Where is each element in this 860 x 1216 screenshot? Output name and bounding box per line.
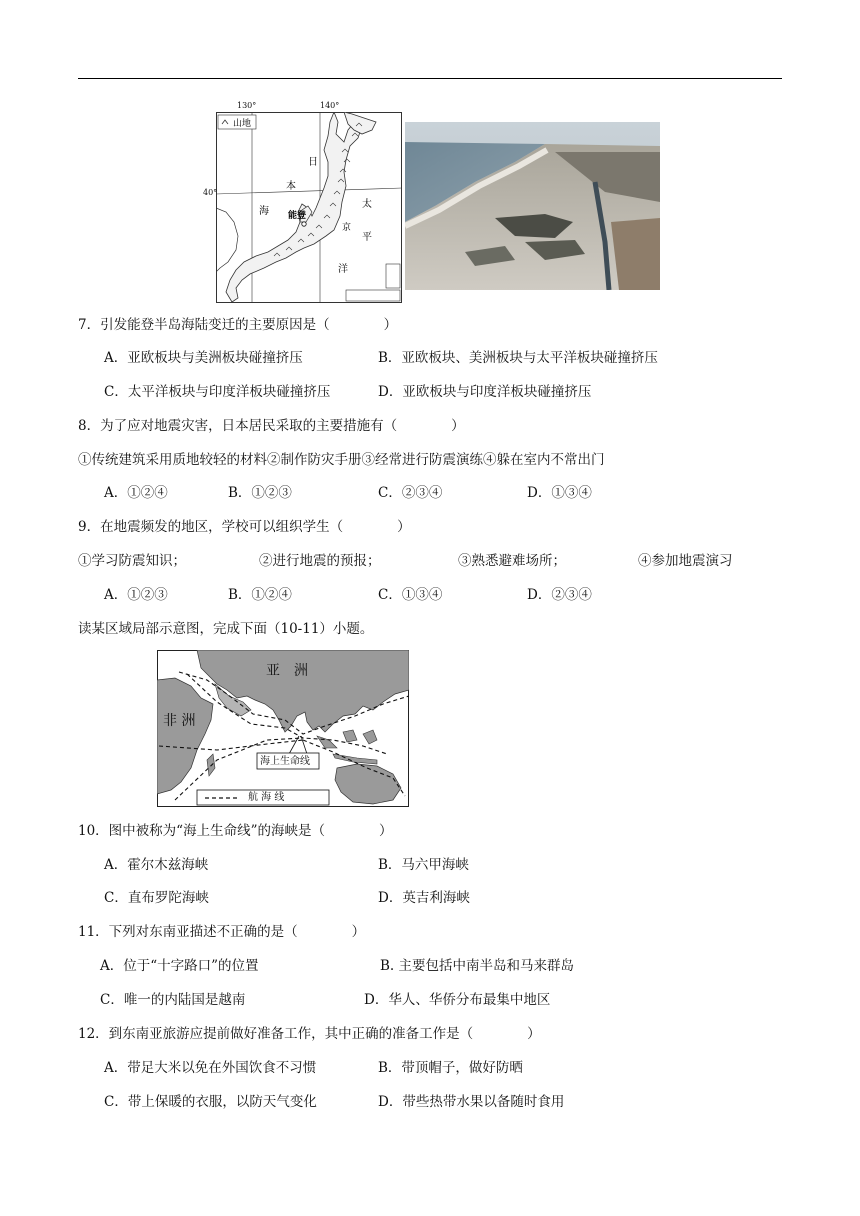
map-label-africa: 非 洲 (163, 713, 196, 729)
label-hai: 海 (259, 206, 269, 217)
q9-option-c[interactable]: C．①③④ (378, 587, 443, 603)
q12-option-d[interactable]: D．带些热带水果以备随时食用 (378, 1094, 565, 1110)
label-ping: 平 (362, 232, 372, 243)
label-yang: 洋 (338, 264, 348, 275)
q10-option-b[interactable]: B．马六甲海峡 (378, 857, 469, 873)
q7-option-d[interactable]: D．亚欧板块与印度洋板块碰撞挤压 (378, 384, 592, 400)
q11-option-b[interactable]: B. 主要包括中南半岛和马来群岛 (380, 958, 575, 974)
q7-option-c[interactable]: C．太平洋板块与印度洋板块碰撞挤压 (104, 384, 331, 400)
q12-option-b[interactable]: B．带顶帽子，做好防晒 (378, 1060, 523, 1076)
q8-option-b[interactable]: B．①②③ (228, 485, 292, 501)
q11-option-c[interactable]: C．唯一的内陆国是越南 (100, 992, 246, 1008)
q12-stem: 12．到东南亚旅游应提前做好准备工作，其中正确的准备工作是（ ） (78, 1026, 541, 1042)
q7-option-a[interactable]: A．亚欧板块与美洲板块碰撞挤压 (104, 350, 303, 366)
q9-option-b[interactable]: B．①②④ (228, 587, 292, 603)
q8-option-c[interactable]: C．②③④ (378, 485, 443, 501)
q9-option-d[interactable]: D．②③④ (527, 587, 592, 603)
label-jing: 京 (342, 223, 352, 233)
section-intro: 读某区域局部示意图，完成下面（10-11）小题。 (78, 621, 374, 637)
q11-stem: 11．下列对东南亚描述不正确的是（ ） (78, 924, 366, 940)
q9-item-2: ②进行地震的预报； (259, 553, 381, 569)
lat-40-label: 40° (203, 188, 218, 197)
q10-option-a[interactable]: A．霍尔木兹海峡 (104, 857, 209, 873)
q12-option-c[interactable]: C．带上保暖的衣服，以防天气变化 (104, 1094, 317, 1110)
coastline-aerial-photo (405, 122, 660, 290)
q7-stem: 7．引发能登半岛海陆变迁的主要原因是（ ） (78, 317, 398, 333)
q7-option-b[interactable]: B．亚欧板块、美洲板块与太平洋板块碰撞挤压 (378, 350, 658, 366)
q8-option-a[interactable]: A．①②④ (104, 485, 168, 501)
map-legend-mountain: 山地 (233, 119, 252, 129)
q9-item-4: ④参加地震演习 (638, 553, 733, 569)
q8-option-d[interactable]: D．①③④ (527, 485, 592, 501)
header-rule (78, 78, 782, 79)
map-callout-lifeline: 海上生命线 (260, 756, 310, 767)
q10-option-c[interactable]: C．直布罗陀海峡 (104, 890, 209, 906)
lon-140-label: 140° (320, 101, 340, 110)
label-nengdeng: 能登 (288, 211, 307, 221)
map-legend-route: 航 海 线 (248, 792, 285, 803)
label-tai: 太 (362, 199, 372, 210)
q9-item-3: ③熟悉避难场所； (458, 553, 566, 569)
q9-option-a[interactable]: A．①②③ (104, 587, 168, 603)
q10-stem: 10．图中被称为“海上生命线”的海峡是（ ） (78, 823, 393, 839)
map-label-asia: 亚 洲 (266, 663, 308, 679)
q10-option-d[interactable]: D．英吉利海峡 (378, 890, 470, 906)
q8-items: ①传统建筑采用质地较轻的材料②制作防灾手册③经常进行防震演练④躲在室内不常出门 (78, 452, 605, 468)
japan-map-figure (216, 112, 402, 303)
q11-option-d[interactable]: D．华人、华侨分布最集中地区 (364, 992, 551, 1008)
q9-stem: 9．在地震频发的地区，学校可以组织学生（ ） (78, 519, 411, 535)
q8-stem: 8．为了应对地震灾害，日本居民采取的主要措施有（ ） (78, 418, 465, 434)
label-ri: 日 (308, 157, 318, 168)
q11-option-a[interactable]: A．位于“十字路口”的位置 (100, 958, 259, 974)
q9-item-1: ①学习防震知识； (78, 553, 186, 569)
lon-130-label: 130° (237, 101, 257, 110)
label-ben: 本 (286, 181, 296, 192)
q12-option-a[interactable]: A．带足大米以免在外国饮食不习惯 (104, 1060, 317, 1076)
